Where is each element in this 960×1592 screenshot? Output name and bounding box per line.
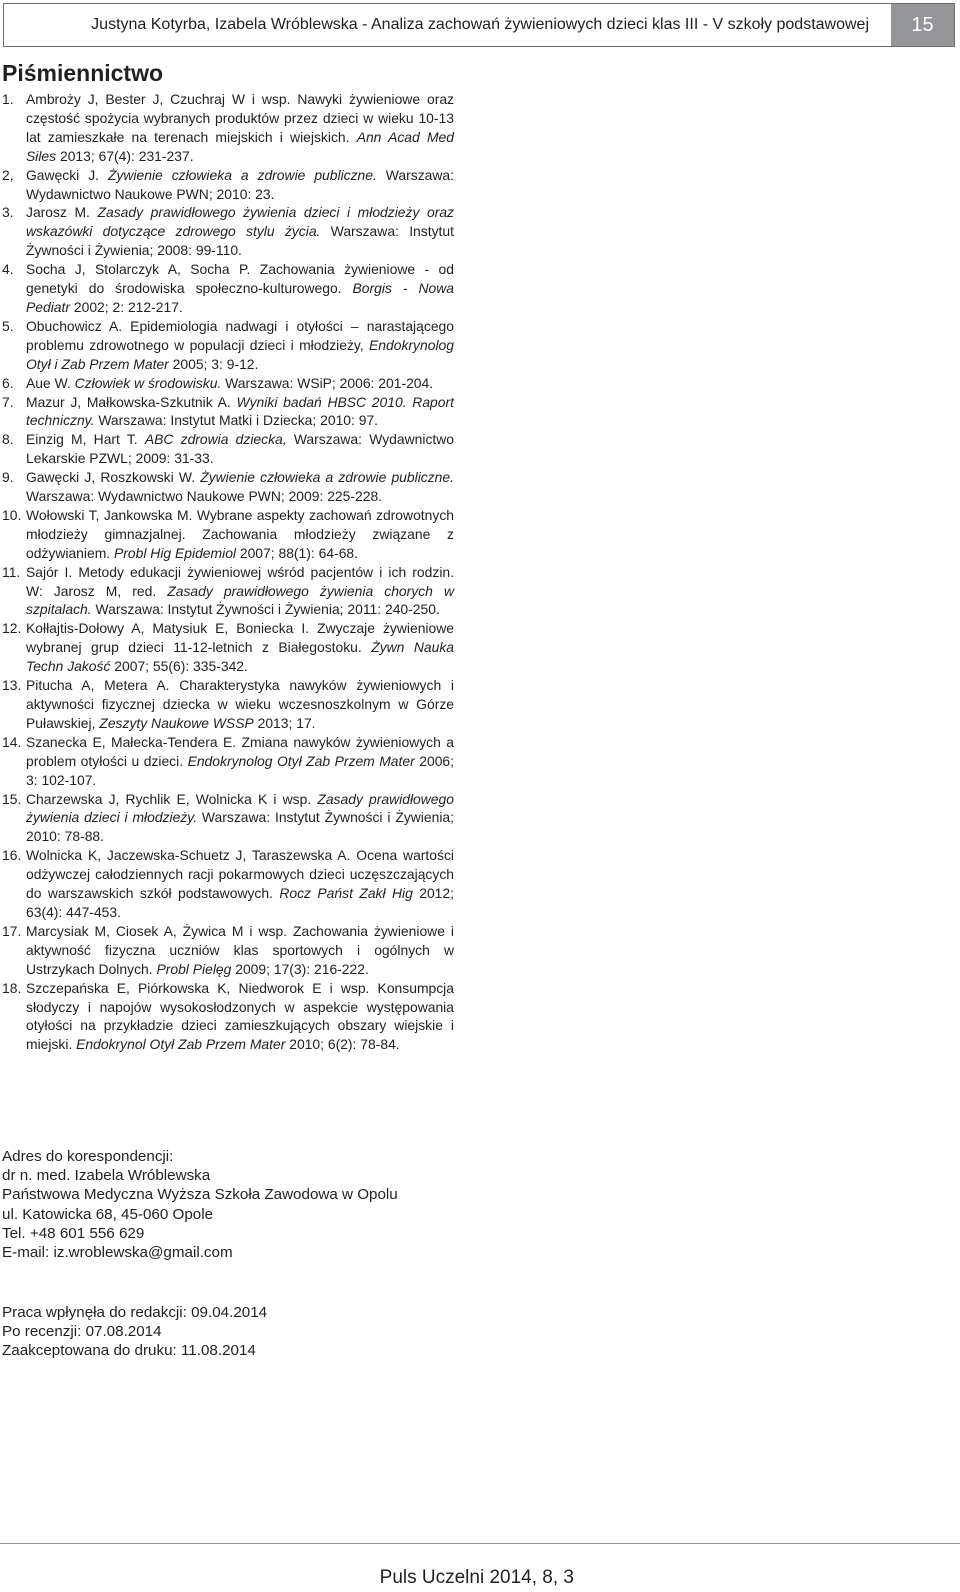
reference-item (2, 790, 454, 847)
reference-item (2, 317, 454, 374)
reference-item (2, 203, 454, 260)
reference-number: 8. (2, 431, 14, 448)
reference-number: 3. (2, 204, 14, 221)
section-title: Piśmiennictwo (2, 60, 164, 86)
reference-number: 4. (2, 261, 14, 278)
reference-number: 5. (2, 317, 14, 334)
footer-rule (0, 1543, 960, 1544)
reference-source: Żywn Nauka Techn Jakość (26, 639, 454, 675)
reference-number: 12. (2, 620, 22, 637)
reference-text: Kołłajtis-Dołowy A, Matysiuk E, Boniecka I. Zwyczaje żywieniowe wybranej grup dzieci 11-12-letnich z Białegostoku. (26, 620, 454, 656)
correspondence-email: E-mail: iz.wroblewska@gmail.com (2, 1244, 233, 1262)
reference-text: 2012; 63(4): 447-453. (26, 885, 454, 920)
date-accepted: Zaakceptowana do druku: 11.08.2014 (2, 1342, 256, 1360)
reference-text: Einzig M, Hart T. (26, 431, 145, 448)
reference-text: Gawęcki J. (26, 166, 108, 183)
correspondence-phone: Tel. +48 601 556 629 (2, 1224, 145, 1242)
reference-source: Zasady prawidłowego żywienia dzieci i młodzieży. (26, 790, 454, 826)
reference-source: Probl Hig Epidemiol (114, 544, 236, 561)
reference-text: Jarosz M. (26, 204, 98, 221)
reference-item (2, 733, 454, 790)
reference-text: 2013; 67(4): 231-237. (56, 147, 194, 164)
reference-number: 15. (2, 790, 22, 807)
reference-item (2, 468, 454, 506)
reference-source: Borgis - Nowa Pediatr (26, 280, 455, 315)
reference-text: Sajór I. Metody edukacji żywieniowej wśród pacjentów i ich rodzin. W: Jarosz M, red. (26, 563, 454, 599)
reference-item (2, 619, 454, 676)
publication-dates (2, 1303, 602, 1361)
reference-item (2, 166, 454, 204)
reference-number: 6. (2, 374, 14, 391)
reference-number: 11. (2, 563, 21, 580)
running-header (3, 3, 955, 47)
reference-item (2, 260, 454, 317)
reference-source: Rocz Państ Zakł Hig (279, 885, 413, 902)
reference-number: 17. (2, 922, 22, 939)
reference-item (2, 676, 454, 733)
reference-item (2, 979, 454, 1055)
reference-number: 18. (2, 979, 22, 996)
reference-source: Endokrynol Otył Zab Przem Mater (76, 1036, 286, 1053)
reference-text: Warszawa: WSiP; 2006: 201-204. (221, 374, 434, 391)
reference-text: Ambroży J, Bester J, Czuchraj W i wsp. Nawyki żywieniowe oraz częstość spożycia wybranych produktów przez dzieci w wieku 10-13 lat zamieszkałe na terenach miejskich i wiejskich. (26, 91, 454, 145)
reference-item (2, 563, 454, 620)
reference-source: Endokrynolog Otył Zab Przem Mater (187, 752, 415, 769)
reference-number: 1. (2, 91, 14, 107)
running-header-title: Justyna Kotyrba, Izabela Wróblewska - Analiza zachowań żywieniowych dzieci klas III - V szkoły podstawowej (91, 16, 869, 33)
reference-source: Żywienie człowieka a zdrowie publiczne. (107, 166, 377, 183)
reference-item (2, 393, 454, 431)
reference-list (2, 90, 454, 1054)
reference-text: 2010; 6(2): 78-84. (285, 1036, 400, 1053)
reference-number: 16. (2, 847, 22, 864)
reference-text: 2007; 55(6): 335-342. (110, 658, 248, 675)
reference-text: Warszawa: Wydawnictwo Lekarskie PZWL; 2009: 31-33. (26, 431, 455, 467)
reference-number: 13. (2, 677, 22, 694)
reference-number: 9. (2, 469, 14, 486)
reference-text: 2002; 2: 212-217. (70, 298, 183, 315)
reference-source: Zasady prawidłowego żywienia dzieci i młodzieży oraz wskazówki dotyczące zdrowego stylu życia. (26, 204, 455, 240)
reference-text: 2005; 3: 9-12. (168, 355, 259, 372)
reference-number: 2, (2, 166, 14, 183)
reference-item (2, 922, 454, 979)
footer-journal: Puls Uczelni 2014, 8, 3 (379, 1567, 574, 1588)
reference-text: Warszawa: Instytut Żywności i Żywienia; 2011: 240-250. (91, 601, 440, 618)
reference-number: 14. (2, 733, 22, 750)
reference-text: Warszawa: Wydawnictwo Naukowe PWN; 2010: 23. (26, 166, 454, 202)
reference-text: Gawęcki J, Roszkowski W. (26, 469, 201, 486)
reference-source: Wyniki badań HBSC 2010. Raport techniczny. (26, 393, 454, 429)
reference-source: Zasady prawidłowego żywienia chorych w szpitalach. (26, 582, 454, 618)
reference-text: Warszawa: Wydawnictwo Naukowe PWN; 2009: 225-228. (26, 488, 383, 505)
reference-number: 10. (2, 506, 22, 523)
reference-number: 7. (2, 393, 14, 410)
reference-text: Szczepańska E, Piórkowska K, Niedworok E i wsp. Konsumpcja słodyczy i napojów wysokosłodzonych w aspekcie występowania otyłości na przykładzie dzieci zamieszkujących obszary wiejskie i miejski. (26, 979, 454, 1053)
reference-source: ABC zdrowia dziecka, (144, 431, 287, 448)
reference-item (2, 90, 454, 166)
correspondence-block (2, 1147, 602, 1262)
reference-text: 2007; 88(1): 64-68. (236, 544, 359, 561)
reference-text: Obuchowicz A. Epidemiologia nadwagi i otyłości – narastającego problemu zdrowotnego w populacji dzieci i młodzieży, (26, 317, 454, 353)
reference-text: 2009; 17(3): 216-222. (231, 960, 369, 977)
reference-text: Pitucha A, Metera A. Charakterystyka nawyków żywieniowych i aktywności fizycznej dziecka w wieku wczesnoszkolnym w Górze Puławskiej, (26, 677, 454, 731)
reference-text: Wołowski T, Jankowska M. Wybrane aspekty zachowań zdrowotnych młodzieży gimnazjalnej. Zachowania młodzieży związane z odżywianiem. (26, 506, 454, 561)
reference-source: Probl Pielęg (156, 960, 232, 977)
reference-text: Socha J, Stolarczyk A, Socha P. Zachowania żywieniowe - od genetyki do środowiska społeczno-kulturowego. (26, 261, 454, 297)
page-number: 15 (891, 4, 954, 46)
reference-item (2, 430, 454, 468)
reference-text: Szanecka E, Małecka-Tendera E. Zmiana nawyków żywieniowych a problem otyłości u dzieci. (26, 733, 454, 769)
date-reviewed: Po recenzji: 07.08.2014 (2, 1323, 162, 1341)
reference-source: Zeszyty Naukowe WSSP (99, 714, 254, 731)
reference-text: Warszawa: Instytut Żywności i Żywienia; 2008: 99-110. (26, 223, 454, 259)
correspondence-name: dr n. med. Izabela Wróblewska (2, 1167, 211, 1185)
reference-item (2, 506, 454, 563)
reference-text: Charzewska J, Rychlik E, Wolnicka K i wsp. (26, 790, 318, 807)
reference-text: 2006; 3: 102-107. (26, 752, 455, 788)
reference-source: Człowiek w środowisku. (74, 374, 222, 391)
date-received: Praca wpłynęła do redakcji: 09.04.2014 (2, 1304, 268, 1321)
correspondence-street: ul. Katowicka 68, 45-060 Opole (2, 1205, 214, 1223)
reference-text: 2013; 17. (253, 714, 316, 731)
correspondence-institution: Państwowa Medyczna Wyższa Szkoła Zawodowa w Opolu (2, 1186, 398, 1204)
reference-text: Aue W. (26, 374, 75, 391)
reference-text: Warszawa: Instytut Żywności i Żywienia; 2010: 78-88. (26, 809, 454, 845)
reference-source: Ann Acad Med Siles (26, 128, 454, 164)
reference-text: Mazur J, Małkowska-Szkutnik A. (26, 393, 237, 410)
reference-text: Wolnicka K, Jaczewska-Schuetz J, Taraszewska A. Ocena wartości odżywczej całodziennych racji pokarmowych dzieci uczęszczających do warszawskich szkół podstawowych. (26, 847, 454, 902)
reference-text: Marcysiak M, Ciosek A, Żywica M i wsp. Zachowania żywieniowe i aktywność fizyczna uczniów klas sportowych i ogólnych w Ustrzykach Dolnych. (26, 922, 454, 977)
reference-item (2, 374, 454, 393)
reference-text: Warszawa: Instytut Matki i Dziecka; 2010: 97. (94, 412, 379, 429)
reference-source: Endokrynolog Otył i Zab Przem Mater (26, 336, 454, 372)
reference-item (2, 846, 454, 922)
reference-source: Żywienie człowieka a zdrowie publiczne. (200, 469, 454, 486)
correspondence-heading: Adres do korespondencji: (2, 1148, 174, 1165)
